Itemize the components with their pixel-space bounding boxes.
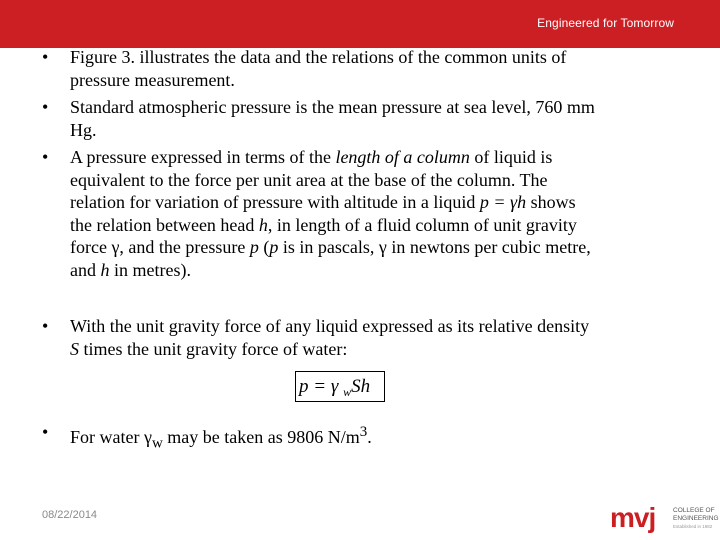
emphasis-text: length of a column	[335, 147, 470, 167]
logo-line: ENGINEERING	[673, 514, 719, 522]
bullet-text	[70, 315, 682, 360]
bullet-line	[70, 236, 682, 259]
text-span: For water γ	[70, 427, 152, 447]
bullet-marker: •	[42, 47, 49, 67]
variable-h: h	[100, 259, 110, 280]
variable-p: p	[269, 237, 279, 257]
college-logo	[610, 503, 718, 539]
variable-s: S	[70, 338, 79, 359]
text-span: of liquid is	[469, 147, 553, 167]
equation-inline: p = γh	[479, 192, 527, 212]
bullet-line	[70, 191, 682, 214]
text-span: relation for variation of pressure with altitude in a liquid	[70, 192, 480, 212]
text-span: may be taken as 9806 N/m	[162, 427, 360, 447]
header-tagline: Engineered for Tomorrow	[537, 16, 674, 30]
bullet-text	[70, 46, 682, 91]
bullet-item	[42, 146, 682, 281]
variable-p: p	[249, 237, 259, 257]
text-span: the relation between head	[70, 214, 259, 235]
formula-text: Sh	[351, 376, 371, 397]
bullet-line	[70, 421, 682, 455]
formula-box	[295, 371, 385, 402]
bullet-line	[70, 338, 682, 361]
bullet-marker: •	[42, 316, 49, 336]
logo-college-text	[673, 507, 719, 522]
logo-line: COLLEGE OF	[673, 507, 715, 514]
logo-mark: mvj	[610, 502, 656, 533]
text-span: and	[70, 259, 101, 280]
bullet-marker: •	[42, 147, 49, 167]
logo-established: Established in 1982	[673, 524, 713, 529]
bullet-text	[70, 146, 682, 281]
bullet-line: pressure measurement.	[70, 69, 235, 90]
text-span: is in pascals, γ in newtons per cubic metre,	[278, 237, 591, 257]
formula-text: p = γ	[299, 376, 344, 397]
bullet-item	[42, 421, 682, 455]
superscript: 3	[359, 424, 368, 440]
bullet-item	[42, 315, 682, 360]
bullet-text	[70, 421, 682, 455]
bullet-line	[70, 214, 682, 237]
text-span: shows	[526, 192, 576, 212]
subscript: w	[151, 435, 163, 452]
bullet-line: Hg.	[70, 119, 97, 140]
text-span: .	[367, 427, 372, 447]
footer-date: 08/22/2014	[42, 509, 98, 521]
formula-subscript: w	[343, 385, 352, 399]
bullet-marker: •	[42, 422, 49, 442]
bullet-line: equivalent to the force per unit area at the base of the column. The	[70, 169, 548, 190]
bullet-item	[42, 96, 682, 141]
bullet-line: With the unit gravity force of any liquid expressed as its relative density	[70, 316, 590, 336]
text-span: times the unit gravity force of water:	[79, 338, 348, 359]
bullet-item	[42, 46, 682, 91]
bullet-text	[70, 96, 682, 141]
text-span: force γ, and the pressure	[70, 237, 250, 257]
variable-h: h	[258, 214, 268, 235]
bullet-line	[70, 146, 682, 169]
bullet-line: Figure 3. illustrates the data and the relations of the common units of	[70, 47, 567, 67]
bullet-line: Standard atmospheric pressure is the mean pressure at sea level, 760 mm	[70, 97, 595, 117]
bullet-marker: •	[42, 97, 49, 117]
text-span: in metres).	[109, 259, 191, 280]
text-span: A pressure expressed in terms of the	[70, 147, 336, 167]
text-span: , in length of a fluid column of unit gravity	[267, 214, 577, 235]
text-span: (	[258, 237, 270, 257]
bullet-line	[70, 259, 682, 282]
